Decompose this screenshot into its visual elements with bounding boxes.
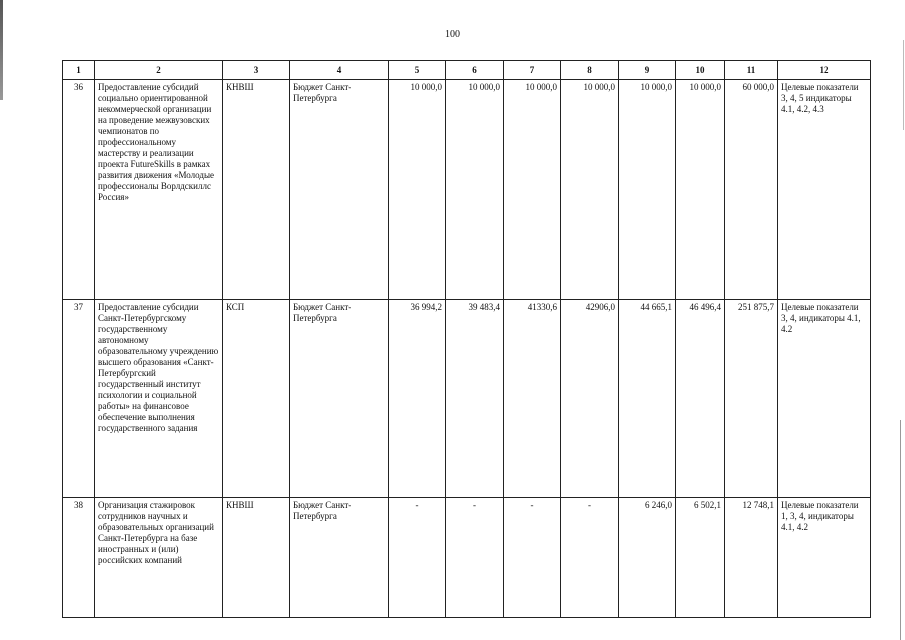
column-header: 1 (63, 61, 95, 80)
amount-col10: 46 496,4 (676, 300, 725, 498)
amount-col5: 36 994,2 (389, 300, 446, 498)
header-row (63, 61, 871, 80)
amount-col8: - (561, 498, 619, 618)
amount-col7: - (504, 498, 561, 618)
program-measures-table (62, 60, 871, 618)
row-number: 37 (63, 300, 95, 498)
amount-total: 60 000,0 (725, 80, 778, 300)
amount-col5: - (389, 498, 446, 618)
column-header: 2 (95, 61, 223, 80)
amount-col8: 10 000,0 (561, 80, 619, 300)
table-row (63, 300, 871, 498)
column-header: 7 (504, 61, 561, 80)
page-number: 100 (445, 29, 460, 40)
measure-description: Организация стажировок сотрудников научных и образовательных организаций Санкт-Петербурга на базе иностранных и (или) российских компаний (95, 498, 223, 618)
column-header: 6 (446, 61, 504, 80)
column-header: 12 (778, 61, 871, 80)
column-header: 11 (725, 61, 778, 80)
amount-total: 12 748,1 (725, 498, 778, 618)
amount-total: 251 875,7 (725, 300, 778, 498)
row-number: 36 (63, 80, 95, 300)
amount-col9: 10 000,0 (619, 80, 676, 300)
table-row (63, 80, 871, 300)
executor: КНВШ (223, 80, 290, 300)
scan-edge-mark (903, 40, 904, 130)
amount-col6: 10 000,0 (446, 80, 504, 300)
amount-col10: 6 502,1 (676, 498, 725, 618)
column-header: 4 (290, 61, 389, 80)
amount-col10: 10 000,0 (676, 80, 725, 300)
column-header: 9 (619, 61, 676, 80)
scan-edge-mark (0, 0, 3, 100)
amount-col6: 39 483,4 (446, 300, 504, 498)
amount-col6: - (446, 498, 504, 618)
column-header: 3 (223, 61, 290, 80)
funding-source: Бюджет Санкт-Петербурга (290, 300, 389, 498)
measure-description: Предоставление субсидии Санкт-Петербургскому государственному автономному образовательному учреждению высшего образования «Санкт-Петербургский государственный институт психологии и социальной работы» на финансовое обеспечение выполнения государственного задания (95, 300, 223, 498)
executor: КСП (223, 300, 290, 498)
target-indicators: Целевые показатели 1, 3, 4, индикаторы 4.1, 4.2 (778, 498, 871, 618)
executor: КНВШ (223, 498, 290, 618)
amount-col7: 10 000,0 (504, 80, 561, 300)
column-header: 5 (389, 61, 446, 80)
measure-description: Предоставление субсидий социально ориентированной некоммерческой организации на проведение межвузовских чемпионатов по профессиональному мастерству и реализации проекта FutureSkills в рамках развития движения «Молодые профессионалы Ворлдскиллс Россия» (95, 80, 223, 300)
column-header: 8 (561, 61, 619, 80)
scan-edge-mark (900, 420, 901, 640)
amount-col8: 42906,0 (561, 300, 619, 498)
amount-col5: 10 000,0 (389, 80, 446, 300)
target-indicators: Целевые показатели 3, 4, индикаторы 4.1, 4.2 (778, 300, 871, 498)
funding-source: Бюджет Санкт-Петербурга (290, 498, 389, 618)
table-row (63, 498, 871, 618)
row-number: 38 (63, 498, 95, 618)
amount-col9: 44 665,1 (619, 300, 676, 498)
column-header: 10 (676, 61, 725, 80)
amount-col9: 6 246,0 (619, 498, 676, 618)
target-indicators: Целевые показатели 3, 4, 5 индикаторы 4.1, 4.2, 4.3 (778, 80, 871, 300)
amount-col7: 41330,6 (504, 300, 561, 498)
funding-source: Бюджет Санкт-Петербурга (290, 80, 389, 300)
